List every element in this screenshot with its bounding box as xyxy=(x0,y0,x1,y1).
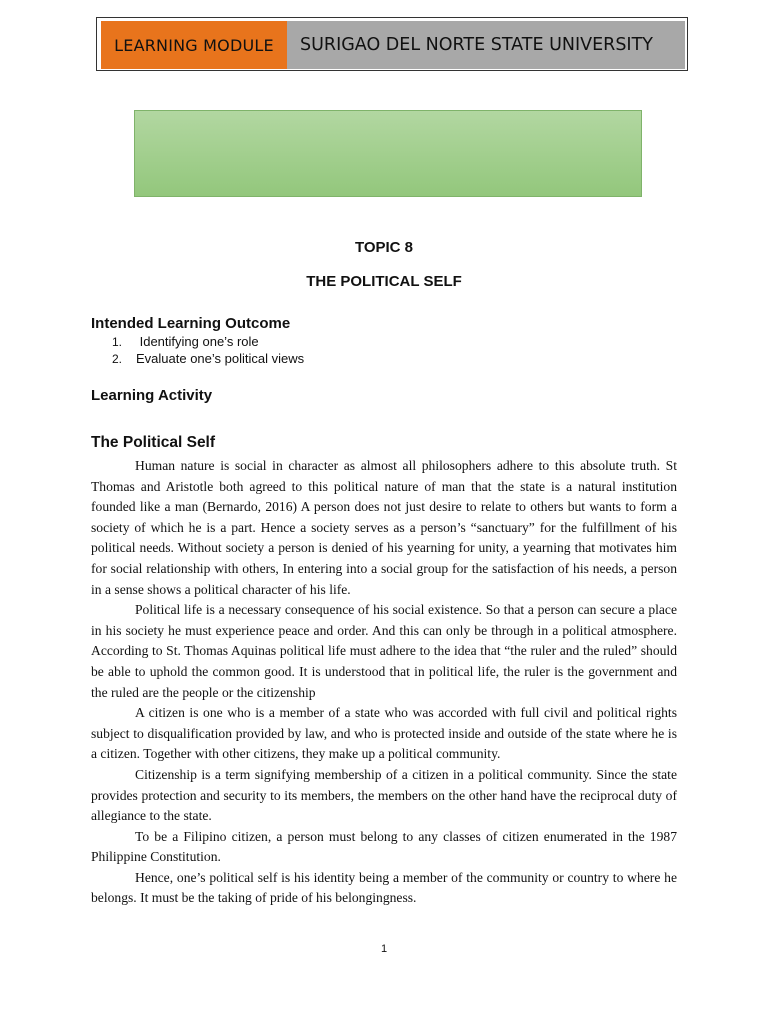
module-label: LEARNING MODULE xyxy=(101,21,287,69)
body-text xyxy=(91,456,677,909)
list-number: 1. xyxy=(112,335,123,349)
paragraph: A citizen is one who is a member of a state who was accorded with full civil and political rights subject to disqualification provided by law, and who is protected inside and outside of the state where he is a citizen. Together with other citizens, they make up a political community. xyxy=(91,705,677,762)
list-item xyxy=(112,334,304,351)
paragraph: Human nature is social in character as almost all philosophers adhere to this absolute truth. St Thomas and Aristotle both agreed to this political nature of man that the state is a natural institution founded like a man (Bernardo, 2016) A person does not just desire to relate to others but wants to form a society of which he is a part. Hence a society serves as a person’s “sanctuary” for the fulfillment of his political needs. Without society a person is denied of his yearning for unity, a yearning that motivates him for social relationship with others, In entering into a social group for the satisfaction of his needs, a person in a sense shows a political character of his life. xyxy=(91,458,677,597)
outcome-heading: Intended Learning Outcome xyxy=(91,315,291,332)
paragraph: Hence, one’s political self is his identity being a member of the community or country to where he belongs. It must be the taking of pride of his belongingness. xyxy=(91,869,677,906)
list-text: Identifying one’s role xyxy=(136,334,259,349)
topic-number: TOPIC 8 xyxy=(354,239,414,256)
banner-box xyxy=(134,110,642,197)
paragraph: Political life is a necessary consequence of his social existence. So that a person can secure a place in his society he must experience peace and order. And this can only be through in a political atmosphere. According to St. Thomas Aquinas political life must adhere to the idea that “the ruler and the ruled” should be able to uphold the common good. It is understood that in political life, the ruler is the government and the ruled are the people or the citizenship xyxy=(91,602,677,700)
section-heading: The Political Self xyxy=(91,434,216,451)
university-name: SURIGAO DEL NORTE STATE UNIVERSITY xyxy=(287,21,685,69)
list-number: 2. xyxy=(112,351,123,366)
list-text: Evaluate one’s political views xyxy=(136,350,305,366)
list-item xyxy=(112,351,304,368)
paragraph: Citizenship is a term signifying membership of a citizen in a political community. Since the state provides protection and security to its members, the members on the other hand have the reciprocal duty of allegiance to the state. xyxy=(91,766,677,824)
topic-title: THE POLITICAL SELF xyxy=(306,273,462,290)
activity-heading: Learning Activity xyxy=(91,387,213,404)
outcome-list xyxy=(112,334,304,367)
page-number: 1 xyxy=(380,943,388,955)
paragraph: To be a Filipino citizen, a person must belong to any classes of citizen enumerated in the 1987 Philippine Constitution. xyxy=(91,828,677,865)
